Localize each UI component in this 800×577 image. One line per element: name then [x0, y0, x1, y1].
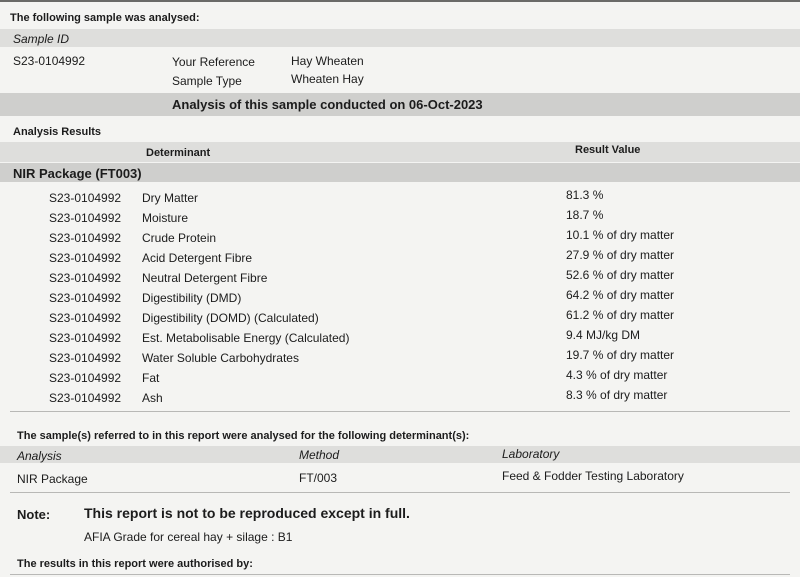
note-text: This report is not to be reproduced except in full. — [84, 505, 410, 521]
col-laboratory: Laboratory — [502, 447, 560, 461]
method-laboratory: Feed & Fodder Testing Laboratory — [502, 469, 684, 483]
row-value: 19.7 % of dry matter — [566, 348, 675, 362]
results-divider — [10, 411, 790, 412]
row-value: 10.1 % of dry matter — [566, 228, 675, 242]
row-determinant: Ash — [142, 391, 163, 405]
row-determinant: Neutral Detergent Fibre — [142, 271, 268, 285]
authorised-heading: The results in this report were authorised by: — [17, 558, 253, 570]
table-row — [0, 228, 800, 248]
row-sample-id: S23-0104992 — [49, 371, 122, 385]
row-sample-id: S23-0104992 — [49, 191, 122, 205]
your-reference-label: Your Reference — [172, 55, 255, 69]
top-rule — [0, 0, 800, 2]
row-value: 61.2 % of dry matter — [566, 308, 675, 322]
row-determinant: Digestibility (DMD) — [142, 291, 242, 305]
table-row — [0, 188, 800, 208]
sample-id-value: S23-0104992 — [13, 54, 86, 68]
row-determinant: Acid Detergent Fibre — [142, 251, 253, 265]
row-value: 9.4 MJ/kg DM — [566, 328, 641, 342]
results-header-bar — [0, 142, 800, 162]
table-row — [0, 348, 800, 368]
methods-divider — [10, 492, 790, 493]
row-sample-id: S23-0104992 — [49, 251, 122, 265]
sample-id-bar — [0, 29, 800, 47]
row-determinant: Est. Metabolisable Energy (Calculated) — [142, 331, 350, 345]
col-determinant: Determinant — [146, 147, 211, 159]
row-sample-id: S23-0104992 — [49, 351, 122, 365]
row-determinant: Dry Matter — [142, 191, 199, 205]
row-sample-id: S23-0104992 — [49, 211, 122, 225]
col-result-value: Result Value — [575, 144, 641, 156]
methods-header-bar — [0, 446, 800, 463]
row-determinant: Fat — [142, 371, 160, 385]
col-method: Method — [299, 448, 340, 462]
method-analysis: NIR Package — [17, 472, 88, 486]
afia-grade: AFIA Grade for cereal hay + silage : B1 — [84, 530, 293, 544]
row-value: 52.6 % of dry matter — [566, 268, 675, 282]
analysis-date-banner: Analysis of this sample conducted on 06-Oct-2023 — [172, 97, 483, 112]
table-row — [0, 248, 800, 268]
analysed-heading: The following sample was analysed: — [10, 12, 200, 24]
method-code: FT/003 — [299, 471, 338, 485]
methods-heading: The sample(s) referred to in this report were analysed for the following determinant(s): — [17, 430, 470, 442]
package-title: NIR Package (FT003) — [13, 166, 142, 181]
table-row — [0, 368, 800, 388]
row-value: 64.2 % of dry matter — [566, 288, 675, 302]
your-reference-value: Hay Wheaten — [291, 54, 364, 68]
row-value: 4.3 % of dry matter — [566, 368, 668, 382]
table-row — [0, 268, 800, 288]
table-row — [0, 308, 800, 328]
row-sample-id: S23-0104992 — [49, 271, 122, 285]
row-value: 18.7 % — [566, 208, 604, 222]
row-sample-id: S23-0104992 — [49, 391, 122, 405]
sample-type-label: Sample Type — [172, 74, 242, 88]
footer-divider — [10, 574, 790, 575]
table-row — [0, 388, 800, 408]
row-determinant: Moisture — [142, 211, 189, 225]
row-sample-id: S23-0104992 — [49, 311, 122, 325]
row-sample-id: S23-0104992 — [49, 291, 122, 305]
note-label: Note: — [17, 507, 51, 522]
sample-id-label: Sample ID — [13, 32, 70, 46]
sample-type-value: Wheaten Hay — [291, 72, 364, 86]
row-sample-id: S23-0104992 — [49, 231, 122, 245]
row-sample-id: S23-0104992 — [49, 331, 122, 345]
row-determinant: Crude Protein — [142, 231, 217, 245]
row-determinant: Water Soluble Carbohydrates — [142, 351, 299, 365]
row-value: 27.9 % of dry matter — [566, 248, 675, 262]
row-value: 81.3 % — [566, 188, 604, 202]
col-analysis: Analysis — [17, 449, 62, 463]
results-heading: Analysis Results — [13, 126, 102, 138]
row-value: 8.3 % of dry matter — [566, 388, 668, 402]
table-row — [0, 328, 800, 348]
row-determinant: Digestibility (DOMD) (Calculated) — [142, 311, 319, 325]
table-row — [0, 288, 800, 308]
table-row — [0, 208, 800, 228]
